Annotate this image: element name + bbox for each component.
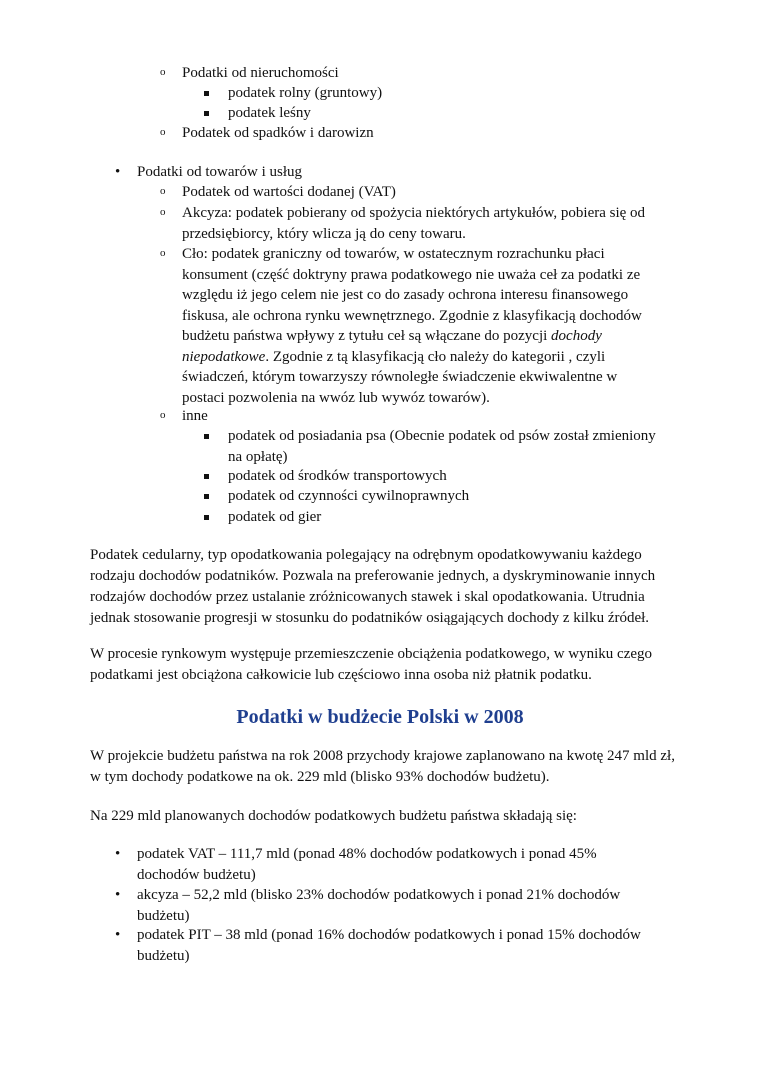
list-item-text: Podatek od spadków i darowizn [182, 125, 374, 141]
list-item [137, 162, 657, 183]
list-item-text: podatek od posiadania psa (Obecnie podatek od psów został zmieniony na opłatę) [228, 428, 656, 465]
list-item-text: podatek od czynności cywilnoprawnych [228, 488, 470, 504]
section-title: Podatki w budżecie Polski w 2008 [236, 706, 524, 728]
list-item [182, 63, 662, 84]
list-item-text: Podatki od towarów i usług [137, 164, 302, 180]
list-item [137, 885, 662, 926]
list-item [228, 486, 668, 507]
list-item-text: podatek od środków transportowych [228, 468, 447, 484]
list-item [182, 406, 662, 427]
customs-text-2: . Zgodnie z tą klasyfikacją cło należy do kategorii , czyli świadczeń, którym towarzyszy równoległe świadczenie ekwiwalentne w postaci pozwolenia na wwóz lub wywóz towarów). [182, 348, 618, 406]
list-item [228, 426, 668, 467]
list-item [228, 507, 668, 528]
list-item-text: podatek leśny [228, 105, 311, 121]
list-item-text: inne [182, 408, 208, 424]
customs-italic: dochody niepodatkowe [182, 328, 602, 365]
list-item-text: akcyza – 52,2 mld (blisko 23% dochodów podatkowych i ponad 21% dochodów budżetu) [137, 887, 621, 924]
list-item-text: Podatek od wartości dodanej (VAT) [182, 184, 396, 200]
list-item-text: podatek VAT – 111,7 mld (ponad 48% dochodów podatkowych i ponad 45% dochodów budżetu) [137, 846, 597, 883]
list-item-text: podatek PIT – 38 mld (ponad 16% dochodów podatkowych i ponad 15% dochodów budżetu) [137, 927, 641, 964]
list-item [182, 123, 662, 144]
customs-text-1: Cło: podatek graniczny od towarów, w ostatecznym rozrachunku płaci konsument (część doktryny prawa podatkowego nie uważa ceł za podatki ze względu iż jego celem nie jest co do zasady ochrona interesu finansowego fiskusa, ale ochrona rynku wewnętrznego. Zgodnie z klasyfikacją dochodów budżetu państwa wpływy z tytułu ceł są włączane do pozycji [182, 246, 642, 344]
list-item [228, 83, 668, 104]
paragraph-cedular: Podatek cedularny, typ opodatkowania polegający na odrębnym opodatkowywaniu każdego rodzaju dochodów podatników. Pozwala na preferowanie jednych, a dyskryminowanie innych rodzajów dochodów przez ustalanie zróżnicowanych stawek i skal opodatkowania. Utrudnia jednak stosowanie progresji w stosunku do podatników osiągających dochody z kilku źródeł. [90, 547, 656, 626]
list-item-text: Akcyza: podatek pobierany od spożycia niektórych artykułów, pobiera się od przedsiębiorcy, który wlicza ją do ceny towaru. [182, 205, 646, 242]
list-item-text: Podatki od nieruchomości [182, 65, 339, 81]
list-item-text: podatek rolny (gruntowy) [228, 85, 383, 101]
list-item [228, 466, 668, 487]
paragraph-lead: Na 229 mld planowanych dochodów podatkowych budżetu państwa składają się: [90, 808, 577, 824]
list-item [137, 925, 662, 966]
paragraph-intro: W projekcie budżetu państwa na rok 2008 przychody krajowe zaplanowano na kwotę 247 mld zł, w tym dochody podatkowe na ok. 229 mld (blisko 93% dochodów budżetu). [90, 748, 675, 785]
list-item [182, 182, 662, 203]
list-item [137, 844, 662, 885]
list-item [182, 244, 662, 408]
paragraph-market: W procesie rynkowym występuje przemieszczenie obciążenia podatkowego, w wyniku czego podatkami jest obciążona całkowicie lub częściowo inna osoba niż płatnik podatku. [90, 646, 653, 683]
list-item [182, 203, 662, 244]
list-item-text: podatek od gier [228, 509, 322, 525]
list-item [228, 103, 668, 124]
